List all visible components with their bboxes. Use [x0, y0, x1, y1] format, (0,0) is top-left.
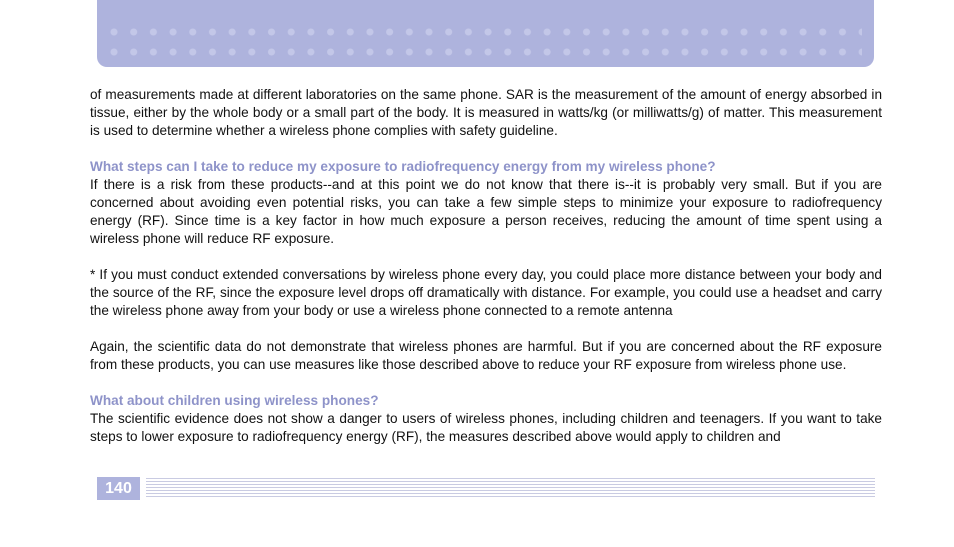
page-footer [97, 477, 875, 500]
page-number: 140 [97, 477, 140, 500]
section-heading-children: What about children using wireless phones? [90, 393, 379, 408]
footer-rule-lines [146, 478, 875, 499]
body-paragraph: The scientific evidence does not show a danger to users of wireless phones, including children and teenagers. If you want to take steps to lower exposure to radiofrequency energy (RF), the measures described above would apply to children and [90, 411, 882, 444]
body-paragraph: of measurements made at different laboratories on the same phone. SAR is the measurement of the amount of energy absorbed in tissue, either by the whole body or a small part of the body. It is measured in watts/kg (or milliwatts/g) of matter. This measurement is used to determine whether a wireless phone complies with safety guideline. [90, 87, 882, 138]
header-decorative-band [97, 0, 874, 67]
section-heading-reduce-exposure: What steps can I take to reduce my exposure to radiofrequency energy from my wireless phone? [90, 159, 716, 174]
header-dot-pattern-top [109, 27, 862, 37]
body-paragraph: If there is a risk from these products--and at this point we do not know that there is--it is probably very small. But if you are concerned about avoiding even potential risks, you can take a few simple steps to minimize your exposure to radiofrequency energy (RF). Since time is a key factor in how much exposure a person receives, reducing the amount of time spent using a wireless phone will reduce RF exposure. [90, 177, 882, 246]
page-content [90, 86, 882, 446]
header-dot-pattern-bottom [109, 47, 862, 57]
body-paragraph: * If you must conduct extended conversations by wireless phone every day, you could place more distance between your body and the source of the RF, since the exposure level drops off dramatically with distance. For example, you could use a headset and carry the wireless phone away from your body or use a wireless phone connected to a remote antenna [90, 267, 882, 318]
body-paragraph: Again, the scientific data do not demonstrate that wireless phones are harmful. But if you are concerned about the RF exposure from these products, you can use measures like those described above to reduce your RF exposure from wireless phone use. [90, 339, 882, 372]
